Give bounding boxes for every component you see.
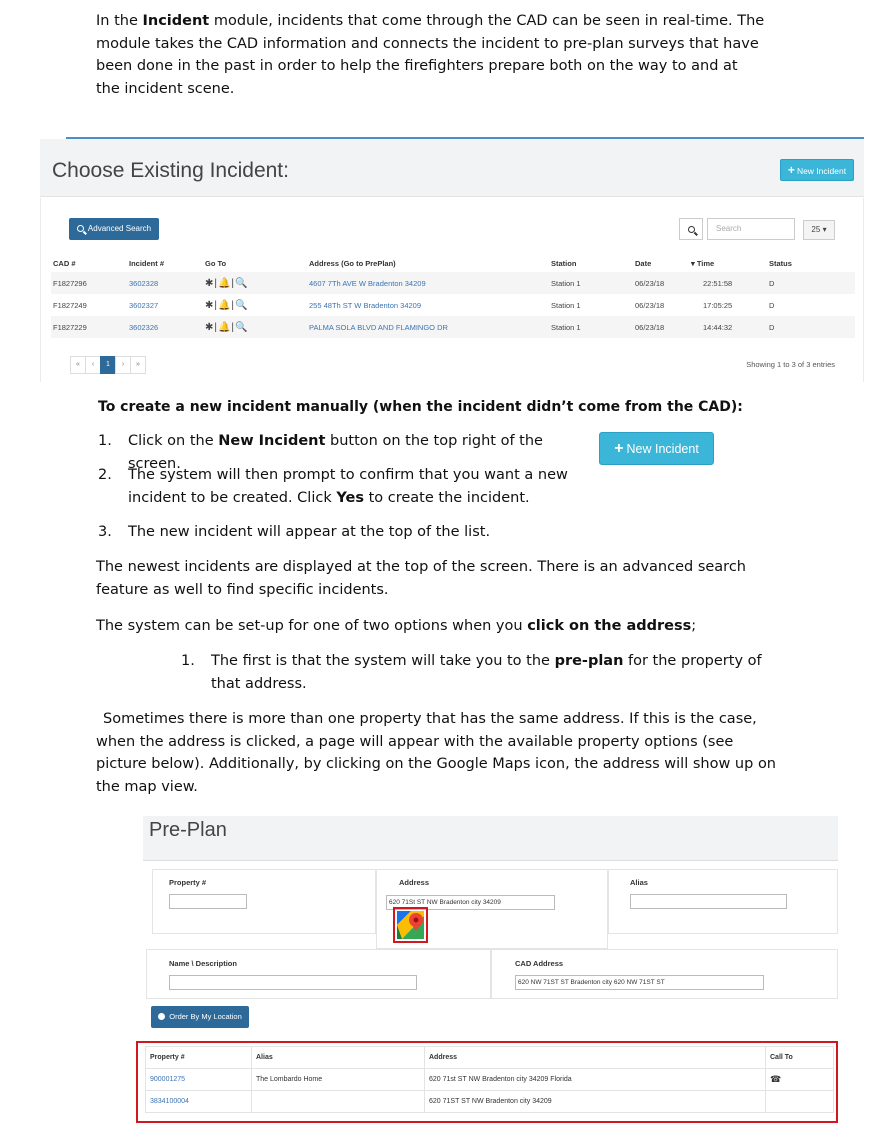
property-link[interactable]: 900001275 — [146, 1069, 252, 1091]
column-header[interactable]: Call To — [766, 1047, 834, 1069]
name-input[interactable] — [169, 975, 417, 990]
table-row — [146, 1069, 834, 1091]
step-2: 2. The system will then prompt to confirm that you want a new incident to be created. Click Yes to create the incident. — [98, 467, 568, 506]
status-cell: D — [767, 272, 855, 294]
call-cell — [766, 1091, 834, 1113]
first-page-button[interactable]: « — [70, 356, 86, 374]
sort-desc-icon: ▾ — [691, 258, 695, 268]
plus-icon: + — [614, 440, 624, 457]
step-3: 3. The new incident will appear at the top of the list. — [98, 524, 491, 540]
pagination — [71, 356, 146, 374]
entries-count: Showing 1 to 3 of 3 entries — [746, 360, 835, 369]
alias-label: Alias — [630, 878, 648, 887]
incident-link[interactable]: 3602327 — [129, 300, 159, 310]
time-cell: 17:05:25 — [703, 300, 733, 310]
cad-cell: F1827296 — [51, 272, 127, 294]
goto-icons[interactable]: ✱|🔔|🔍 — [203, 272, 307, 294]
address-label: Address — [399, 878, 430, 887]
incident-link[interactable]: 3602328 — [127, 272, 203, 294]
date-cell: 06/23/18 — [633, 316, 689, 338]
advanced-search-button[interactable]: Advanced Search — [69, 218, 159, 240]
table-row — [51, 316, 855, 338]
date-cell: 06/23/18 — [633, 272, 689, 294]
status-cell: D — [767, 316, 855, 338]
column-header[interactable]: Incident # — [129, 258, 165, 268]
column-header[interactable]: Date — [635, 258, 652, 268]
time-cell: 22:51:58 — [689, 272, 767, 294]
order-by-location-button[interactable]: Order By My Location — [151, 1006, 249, 1028]
incidents-table — [51, 254, 855, 338]
column-header[interactable]: Status — [769, 258, 792, 268]
property-input[interactable] — [169, 894, 247, 909]
column-header[interactable]: Address (Go to PrePlan) — [309, 258, 396, 268]
chevron-down-icon: ▾ — [822, 225, 827, 234]
name-label: Name \ Description — [169, 959, 237, 968]
column-header[interactable]: Property # — [146, 1047, 252, 1069]
instructions-heading: To create a new incident manually (when the incident didn’t come from the CAD): — [98, 399, 743, 415]
cad-address-label: CAD Address — [515, 959, 564, 968]
search-input[interactable]: Search — [707, 218, 795, 240]
property-table — [145, 1046, 834, 1113]
column-header-time[interactable]: ▾ Time — [691, 258, 715, 268]
table-header-row — [146, 1047, 834, 1069]
address-input[interactable]: 620 71St ST NW Bradenton city 34209 — [386, 895, 555, 910]
address-link[interactable]: PALMA SOLA BLVD AND FLAMINGO DR — [307, 316, 549, 338]
address-cell: 620 71ST ST NW Bradenton city 34209 — [425, 1091, 766, 1113]
alias-cell: The Lombardo Home — [252, 1069, 425, 1091]
column-header[interactable]: Go To — [205, 258, 227, 268]
alias-input[interactable] — [630, 894, 787, 909]
column-header[interactable]: Alias — [252, 1047, 425, 1069]
time-cell: 14:44:32 — [689, 316, 767, 338]
cad-address-input[interactable]: 620 NW 71ST ST Bradenton city 620 NW 71ST ST — [515, 975, 764, 990]
goto-icons[interactable]: ✱|🔔|🔍 — [203, 316, 307, 338]
options-paragraph: The system can be set-up for one of two options when you click on the address; — [96, 618, 697, 634]
cad-cell: F1827229 — [51, 316, 127, 338]
property-link[interactable]: 3834100004 — [146, 1091, 252, 1113]
table-row — [51, 294, 855, 316]
step-1: 1. Click on the New Incident button on the top right of the screen. — [98, 433, 543, 472]
column-header[interactable]: Address — [425, 1047, 766, 1069]
cad-cell: F1827249 — [53, 300, 87, 310]
newest-paragraph: The newest incidents are displayed at the top of the screen. There is an advanced search feature as well to find specific incidents. — [96, 559, 746, 598]
page-title: Choose Existing Incident: — [52, 159, 289, 182]
table-row — [146, 1091, 834, 1113]
search-icon — [688, 226, 695, 233]
cad-address-field-box — [491, 949, 838, 999]
column-header[interactable]: Station — [551, 258, 577, 268]
option-1: 1. The first is that the system will take you to the pre-plan for the property of that address. — [181, 653, 762, 692]
status-cell: D — [769, 300, 775, 310]
location-icon — [158, 1013, 165, 1020]
plus-icon: + — [787, 163, 795, 177]
last-page-button[interactable]: » — [130, 356, 146, 374]
station-cell: Station 1 — [551, 300, 581, 310]
new-incident-button[interactable]: + New Incident — [780, 159, 854, 181]
google-maps-icon[interactable] — [397, 911, 424, 939]
preplan-header — [143, 816, 838, 861]
intro-paragraph: In the Incident module, incidents that come through the CAD can be seen in real-time. The module takes the CAD information and connects the incident to pre-plan surveys that have been done in the past in order to help the firefighters prepare both on the way to and at the incident scene. — [96, 13, 765, 97]
address-link[interactable]: 4607 7Th AVE W Bradenton 34209 — [307, 272, 549, 294]
alias-cell — [252, 1091, 425, 1113]
new-incident-button-example[interactable]: + New Incident — [599, 432, 714, 465]
page-1-button[interactable]: 1 — [100, 356, 116, 374]
column-header[interactable]: CAD # — [53, 258, 76, 268]
date-cell: 06/23/18 — [635, 300, 665, 310]
search-button[interactable] — [679, 218, 703, 240]
preplan-title: Pre-Plan — [149, 819, 227, 841]
address-cell: 620 71st ST NW Bradenton city 34209 Florida — [425, 1069, 766, 1091]
panel-header — [40, 139, 864, 197]
incident-list-screenshot — [36, 137, 864, 382]
incident-link[interactable]: 3602326 — [127, 316, 203, 338]
station-cell: Station 1 — [549, 316, 633, 338]
table-row — [51, 272, 855, 294]
prev-page-button[interactable]: ‹ — [85, 356, 101, 374]
sometimes-paragraph: Sometimes there is more than one property that has the same address. If this is the case, when the address is clicked, a page will appear with the available property options (see picture below). Additionally, by clicking on the Google Maps icon, the address will show up on the map view. — [96, 711, 776, 795]
search-icon — [77, 225, 84, 232]
phone-icon[interactable]: ☎ — [766, 1069, 834, 1091]
name-field-box — [146, 949, 491, 999]
panel-body — [40, 198, 864, 382]
property-label: Property # — [169, 878, 207, 887]
address-link[interactable]: 255 48Th ST W Bradenton 34209 — [309, 300, 422, 310]
table-header-row — [51, 254, 855, 272]
goto-icons[interactable]: ✱|🔔|🔍 — [205, 299, 249, 311]
page-size-select[interactable]: 25 ▾ — [803, 220, 835, 240]
next-page-button[interactable]: › — [115, 356, 131, 374]
station-cell: Station 1 — [549, 272, 633, 294]
